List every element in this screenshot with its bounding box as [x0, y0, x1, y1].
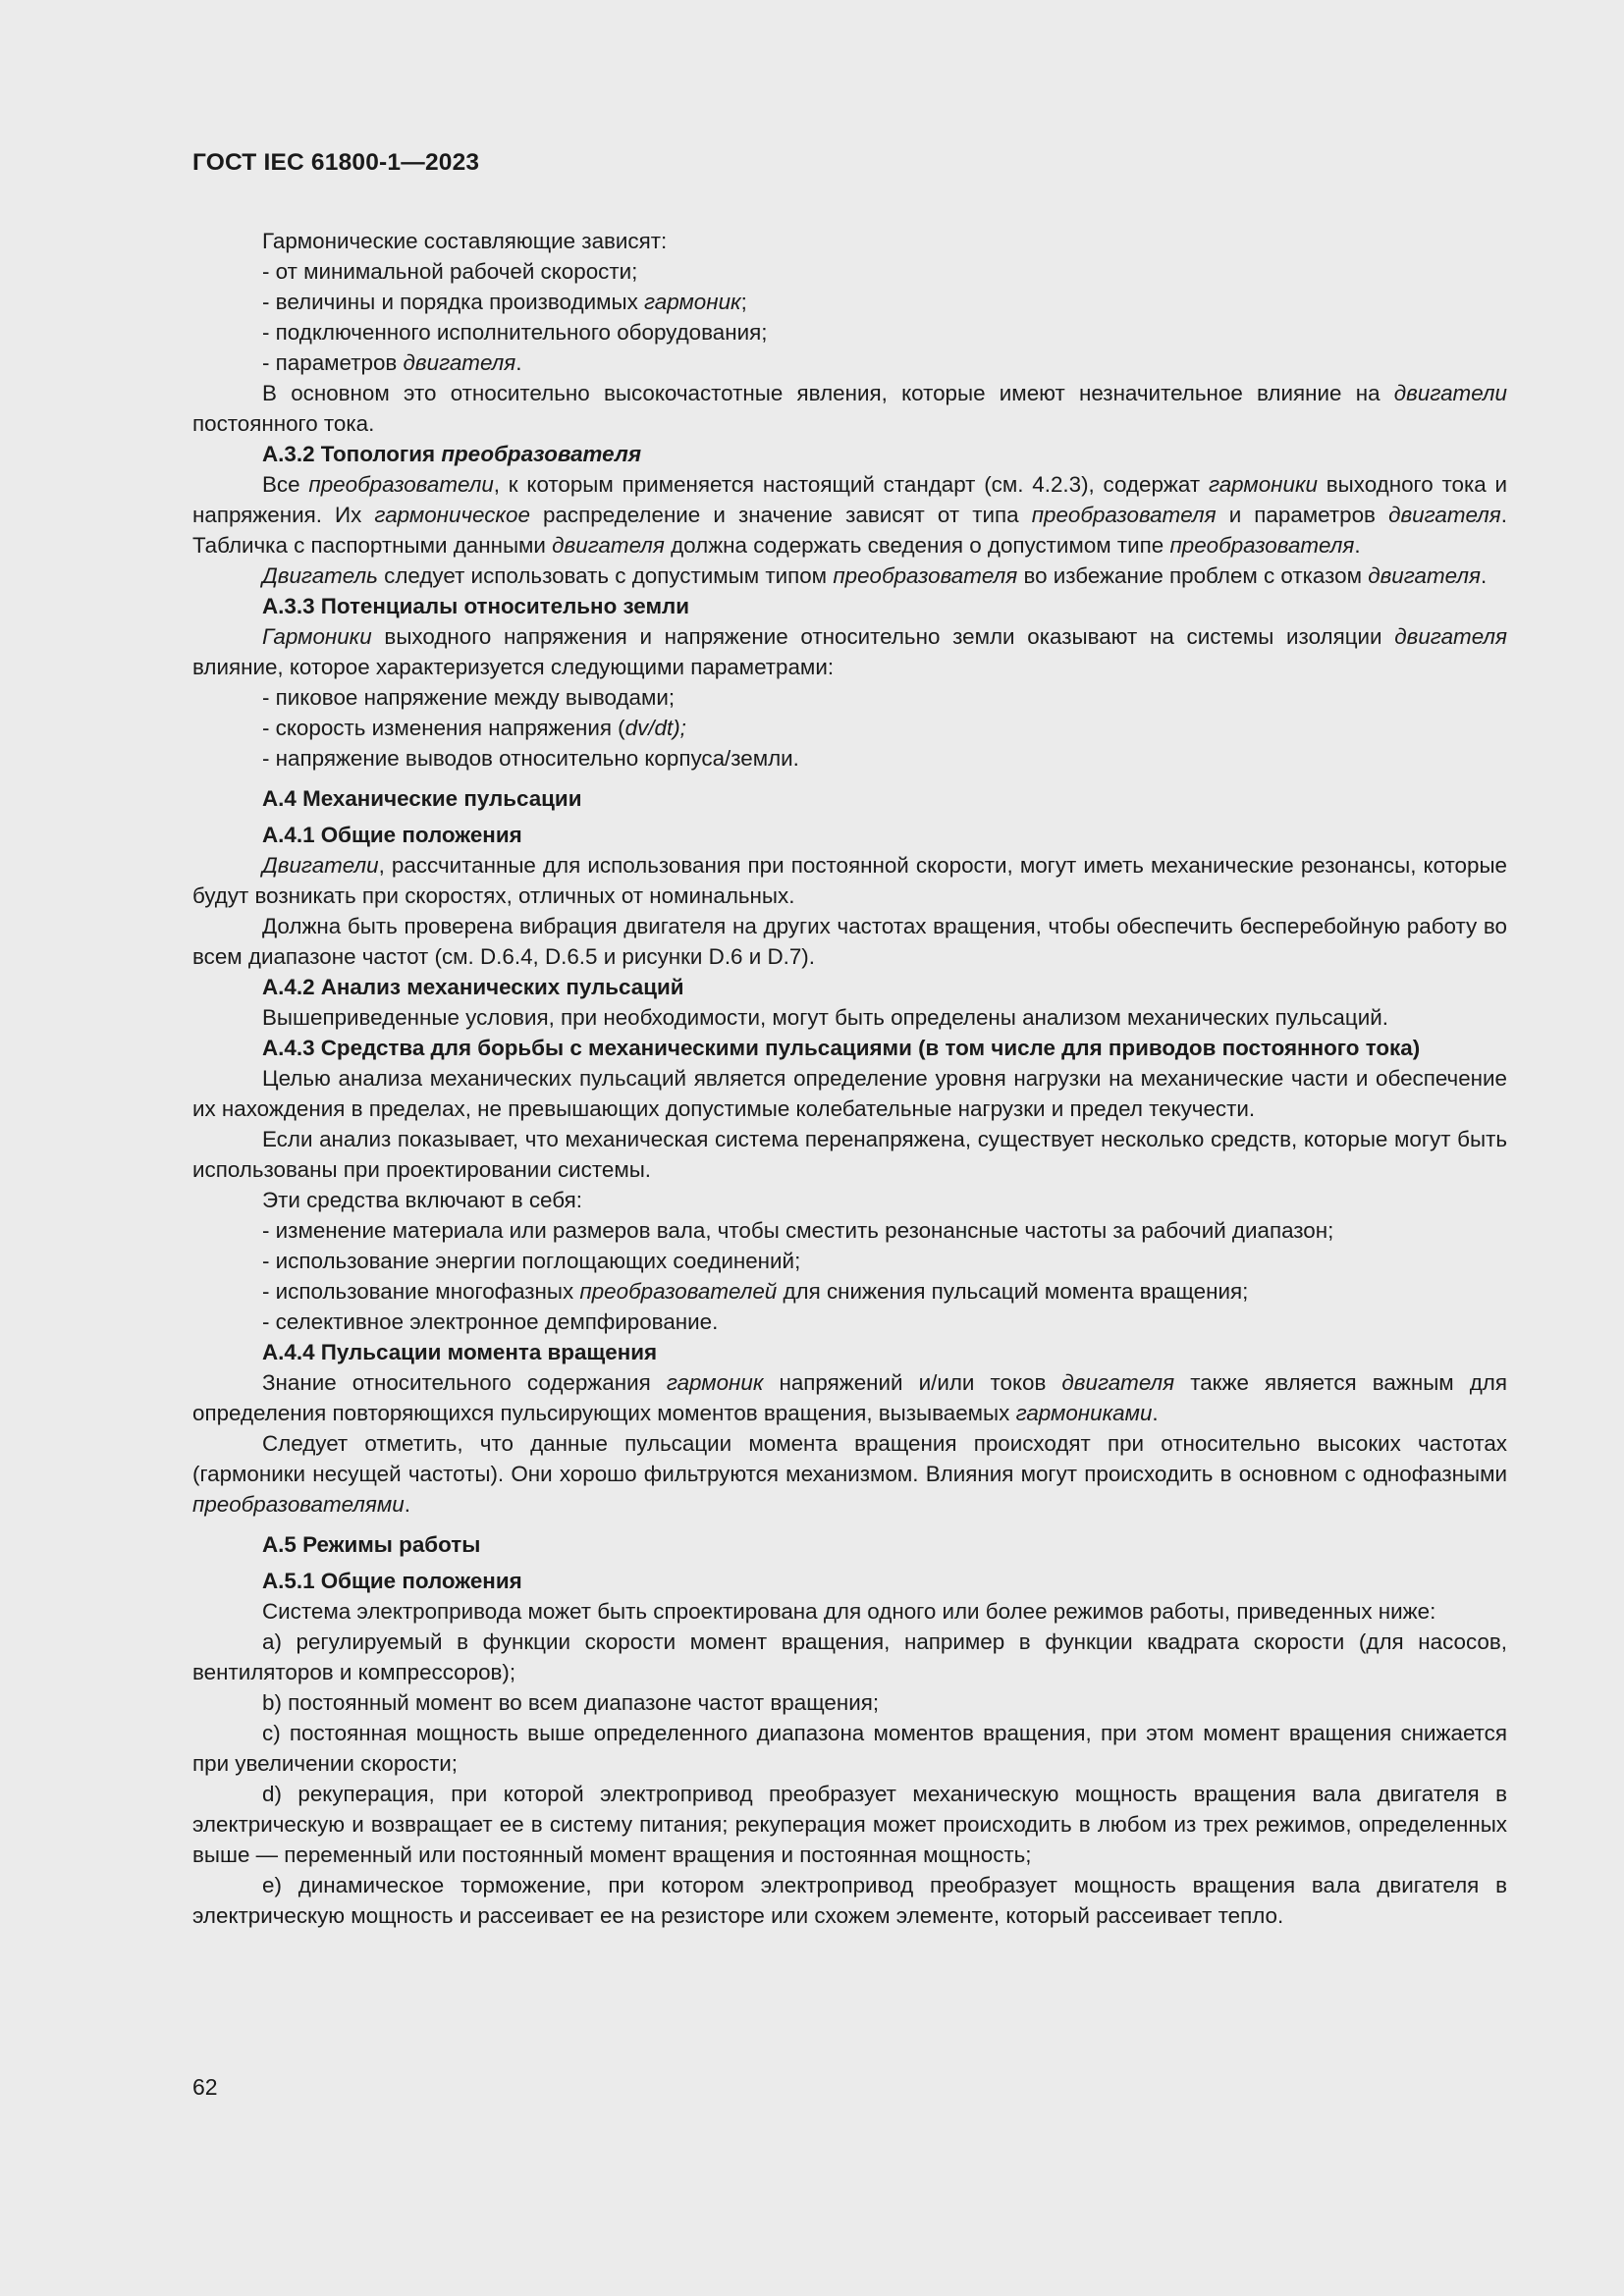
paragraph: Знание относительного содержания гармоник напряжений и/или токов двигателя также является важным для определения повторяющихся пульсирующих моментов вращения, вызываемых гармониками. — [192, 1370, 1508, 1425]
section-heading-a33: А.3.3 Потенциалы относительно земли — [262, 594, 690, 618]
paragraph: Вышеприведенные условия, при необходимости, могут быть определены анализом механических пульсаций. — [262, 1005, 1388, 1030]
paragraph: Двигатель следует использовать с допустимым типом преобразователя во избежание проблем с отказом двигателя. — [262, 563, 1488, 588]
paragraph: Целью анализа механических пульсаций является определение уровня нагрузки на механические части и обеспечение их нахождения в пределах, не превышающих допустимые колебательные нагрузки и предел текучести. — [192, 1066, 1507, 1121]
section-heading-a32: А.3.2 Топология преобразователя — [262, 442, 642, 466]
document-header: ГОСТ IEC 61800-1—2023 — [192, 149, 480, 176]
paragraph: Следует отметить, что данные пульсации момента вращения происходят при относительно высоких частотах (гармоники несущей частоты). Они хорошо фильтруются механизмом. Влияния могут происходить в основном с однофазными преобразователями. — [192, 1431, 1507, 1517]
list-item: a) регулируемый в функции скорости момент вращения, например в функции квадрата скорости (для насосов, вентиляторов и компрессоров); — [192, 1629, 1507, 1684]
list-item: - от минимальной рабочей скорости; — [262, 259, 638, 284]
list-item: - использование энергии поглощающих соединений; — [262, 1249, 801, 1273]
section-heading-a42: А.4.2 Анализ механических пульсаций — [262, 975, 684, 999]
paragraph: Двигатели, рассчитанные для использования при постоянной скорости, могут иметь механические резонансы, которые будут возникать при скоростях, отличных от номинальных. — [192, 853, 1507, 908]
page-body — [192, 226, 1507, 1931]
section-heading-a41: А.4.1 Общие положения — [262, 823, 522, 847]
paragraph: Все преобразователи, к которым применяется настоящий стандарт (см. 4.2.3), содержат гармоники выходного тока и напряжения. Их гармоническое распределение и значение зависят от типа преобразователя и параметров двигателя. Табличка с паспортными данными двигателя должна содержать сведения о допустимом типе преобразователя. — [192, 472, 1508, 558]
page-number: 62 — [192, 2074, 218, 2100]
section-heading-a51: А.5.1 Общие положения — [262, 1569, 522, 1593]
section-heading-a43: А.4.3 Средства для борьбы с механическими пульсациями (в том числе для приводов постоянного тока) — [262, 1036, 1421, 1060]
paragraph: Система электропривода может быть спроектирована для одного или более режимов работы, приведенных ниже: — [262, 1599, 1436, 1624]
list-item: - параметров двигателя. — [262, 350, 522, 375]
paragraph: Эти средства включают в себя: — [262, 1188, 582, 1212]
list-item: - использование многофазных преобразователей для снижения пульсаций момента вращения; — [262, 1279, 1249, 1304]
section-heading-a44: А.4.4 Пульсации момента вращения — [262, 1340, 658, 1364]
list-item: d) рекуперация, при которой электропривод преобразует механическую мощность вращения вала двигателя в электрическую и возвращает ее в систему питания; рекуперация может происходить в любом из трех режимов, определенных выше — переменный или постоянный момент вращения и постоянная мощность; — [192, 1782, 1507, 1867]
list-item: - напряжение выводов относительно корпуса/земли. — [262, 746, 799, 771]
list-item: - пиковое напряжение между выводами; — [262, 685, 676, 710]
list-item: - изменение материала или размеров вала, чтобы сместить резонансные частоты за рабочий диапазон; — [262, 1218, 1334, 1243]
paragraph: В основном это относительно высокочастотные явления, которые имеют незначительное влияние на двигатели постоянного тока. — [192, 381, 1507, 436]
list-item: - подключенного исполнительного оборудования; — [262, 320, 768, 345]
paragraph: Гармоники выходного напряжения и напряжение относительно земли оказывают на системы изоляции двигателя влияние, которое характеризуется следующими параметрами: — [192, 624, 1507, 679]
section-heading-a5: А.5 Режимы работы — [262, 1532, 481, 1557]
section-heading-a4: А.4 Механические пульсации — [262, 786, 582, 811]
list-item: - скорость изменения напряжения (dv/dt); — [262, 716, 686, 740]
list-item: c) постоянная мощность выше определенного диапазона моментов вращения, при этом момент вращения снижается при увеличении скорости; — [192, 1721, 1507, 1776]
paragraph: Если анализ показывает, что механическая система перенапряжена, существует несколько средств, которые могут быть использованы при проектировании системы. — [192, 1127, 1507, 1182]
list-item: - селективное электронное демпфирование. — [262, 1309, 719, 1334]
paragraph: Должна быть проверена вибрация двигателя на других частотах вращения, чтобы обеспечить бесперебойную работу во всем диапазоне частот (см. D.6.4, D.6.5 и рисунки D.6 и D.7). — [192, 914, 1507, 969]
list-item: - величины и порядка производимых гармоник; — [262, 290, 747, 314]
paragraph: Гармонические составляющие зависят: — [262, 229, 668, 253]
list-item: b) постоянный момент во всем диапазоне частот вращения; — [262, 1690, 880, 1715]
list-item: e) динамическое торможение, при котором электропривод преобразует мощность вращения вала двигателя в электрическую мощность и рассеивает ее на резисторе или схожем элементе, который рассеивает тепло. — [192, 1873, 1507, 1928]
